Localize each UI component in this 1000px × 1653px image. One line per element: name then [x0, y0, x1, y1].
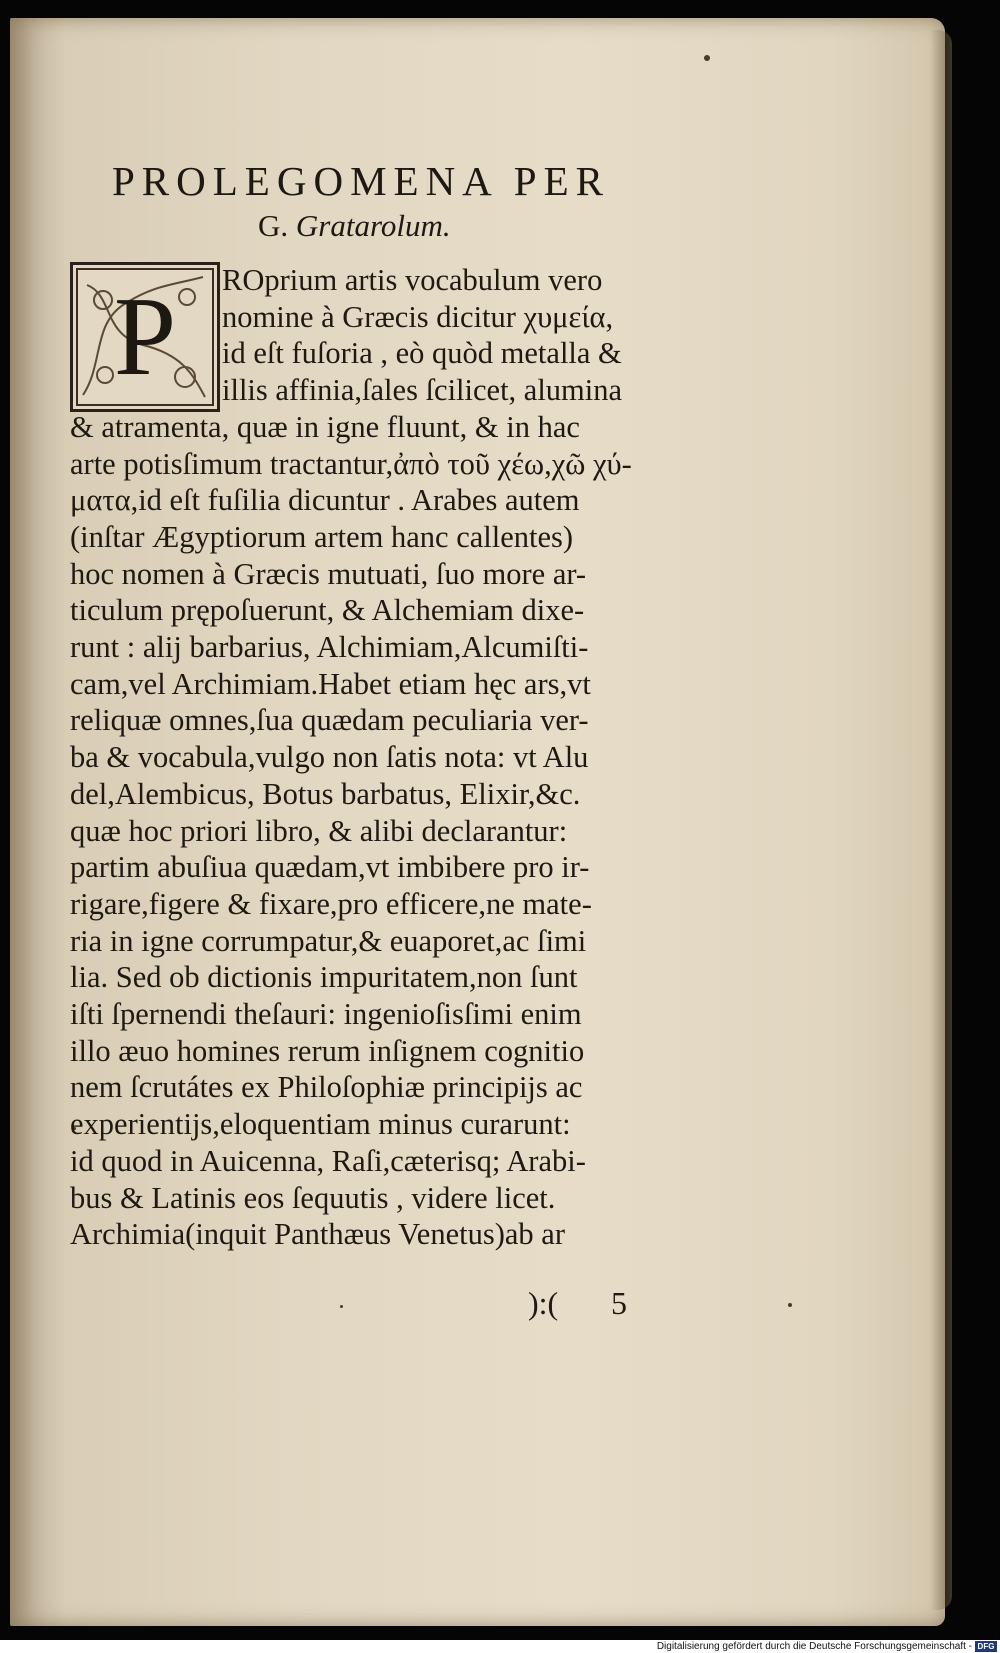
text-line: (inſtar Ægyptiorum artem hanc callentes) — [70, 519, 574, 554]
text-line: & atramenta, quæ in igne fluunt, & in hac — [70, 409, 580, 444]
text-line: illis affinia,ſales ſcilicet, alumina — [222, 373, 623, 408]
initial-letter: P — [113, 275, 177, 399]
text-line: del,Alembicus, Botus barbatus, Elixir,&c. — [70, 776, 581, 811]
text-line: nomine à Græcis dicitur χυμεία, — [222, 299, 614, 334]
text-line: id eſt fuſoria , eò quòd metalla & — [222, 336, 622, 371]
running-title: PROLEGOMENA PER — [112, 158, 610, 204]
text-line: rigare,figere & fixare,pro efficere,ne mate- — [70, 886, 592, 921]
text-line: bus & Latinis eos ſequutis , videre licet. — [70, 1180, 556, 1215]
digitization-credit: Digitalisierung gefördert durch die Deutsche Forschungsgemeinschaft - — [656, 1641, 972, 1652]
catchword: ):( — [528, 1285, 559, 1321]
paper-spot — [704, 55, 710, 61]
text-line: hoc nomen à Græcis mutuati, ſuo more ar- — [70, 556, 587, 591]
text-line: quæ hoc priori libro, & alibi declarantur: — [70, 813, 568, 848]
paper-spot — [340, 1305, 343, 1308]
text-line: ticulum prępoſuerunt, & Alchemiam dixe- — [70, 593, 585, 628]
page-signature: 5 — [611, 1285, 627, 1321]
page-edge-shadow — [930, 30, 952, 1610]
text-line: ba & vocabula,vulgo non ſatis nota: vt Alu — [70, 740, 589, 775]
text-line: reliquæ omnes,ſua quædam peculiaria ver- — [70, 703, 589, 738]
text-line: id quod in Auicenna, Raſi,cæterisq; Arabi- — [70, 1143, 586, 1178]
text-line: Archimia(inquit Panthæus Venetus)ab ar — [70, 1217, 565, 1252]
paper-spot — [788, 1303, 792, 1307]
dfg-logo: DFG — [975, 1641, 997, 1652]
decorated-initial — [70, 262, 220, 412]
text-line: cam,vel Archimiam.Habet etiam hęc ars,vt — [70, 666, 591, 701]
text-line: lia. Sed ob dictionis impuritatem,non ſunt — [70, 960, 578, 995]
text-line: iſti ſpernendi theſauri: ingenioſisſimi enim — [70, 997, 582, 1031]
text-line: experientijs,eloquentiam minus curarunt: — [70, 1107, 571, 1142]
text-line: nem ſcrutátes ex Philoſophiæ principijs ac — [70, 1070, 583, 1105]
text-line: ματα,id eſt fuſilia dicuntur . Arabes autem — [70, 483, 580, 518]
text-line: illo æuo homines rerum inſignem cognitio — [70, 1033, 585, 1068]
author-prefix: G. — [258, 208, 289, 243]
text-line: ria in igne corrumpatur,& euaporet,ac ſimi — [70, 923, 587, 958]
text-line: arte potisſimum tractantur,ἀπὸ τοῦ χέω,χῶ χύ- — [70, 446, 632, 481]
text-line: partim abuſiua quædam,vt imbibere pro ir- — [70, 850, 590, 885]
author-name: Gratarolum. — [295, 208, 451, 243]
text-line: runt : alij barbarius, Alchimiam,Alcumiſti- — [70, 630, 589, 664]
author-line — [258, 208, 451, 244]
text-line: ROprium artis vocabulum vero — [222, 263, 603, 297]
